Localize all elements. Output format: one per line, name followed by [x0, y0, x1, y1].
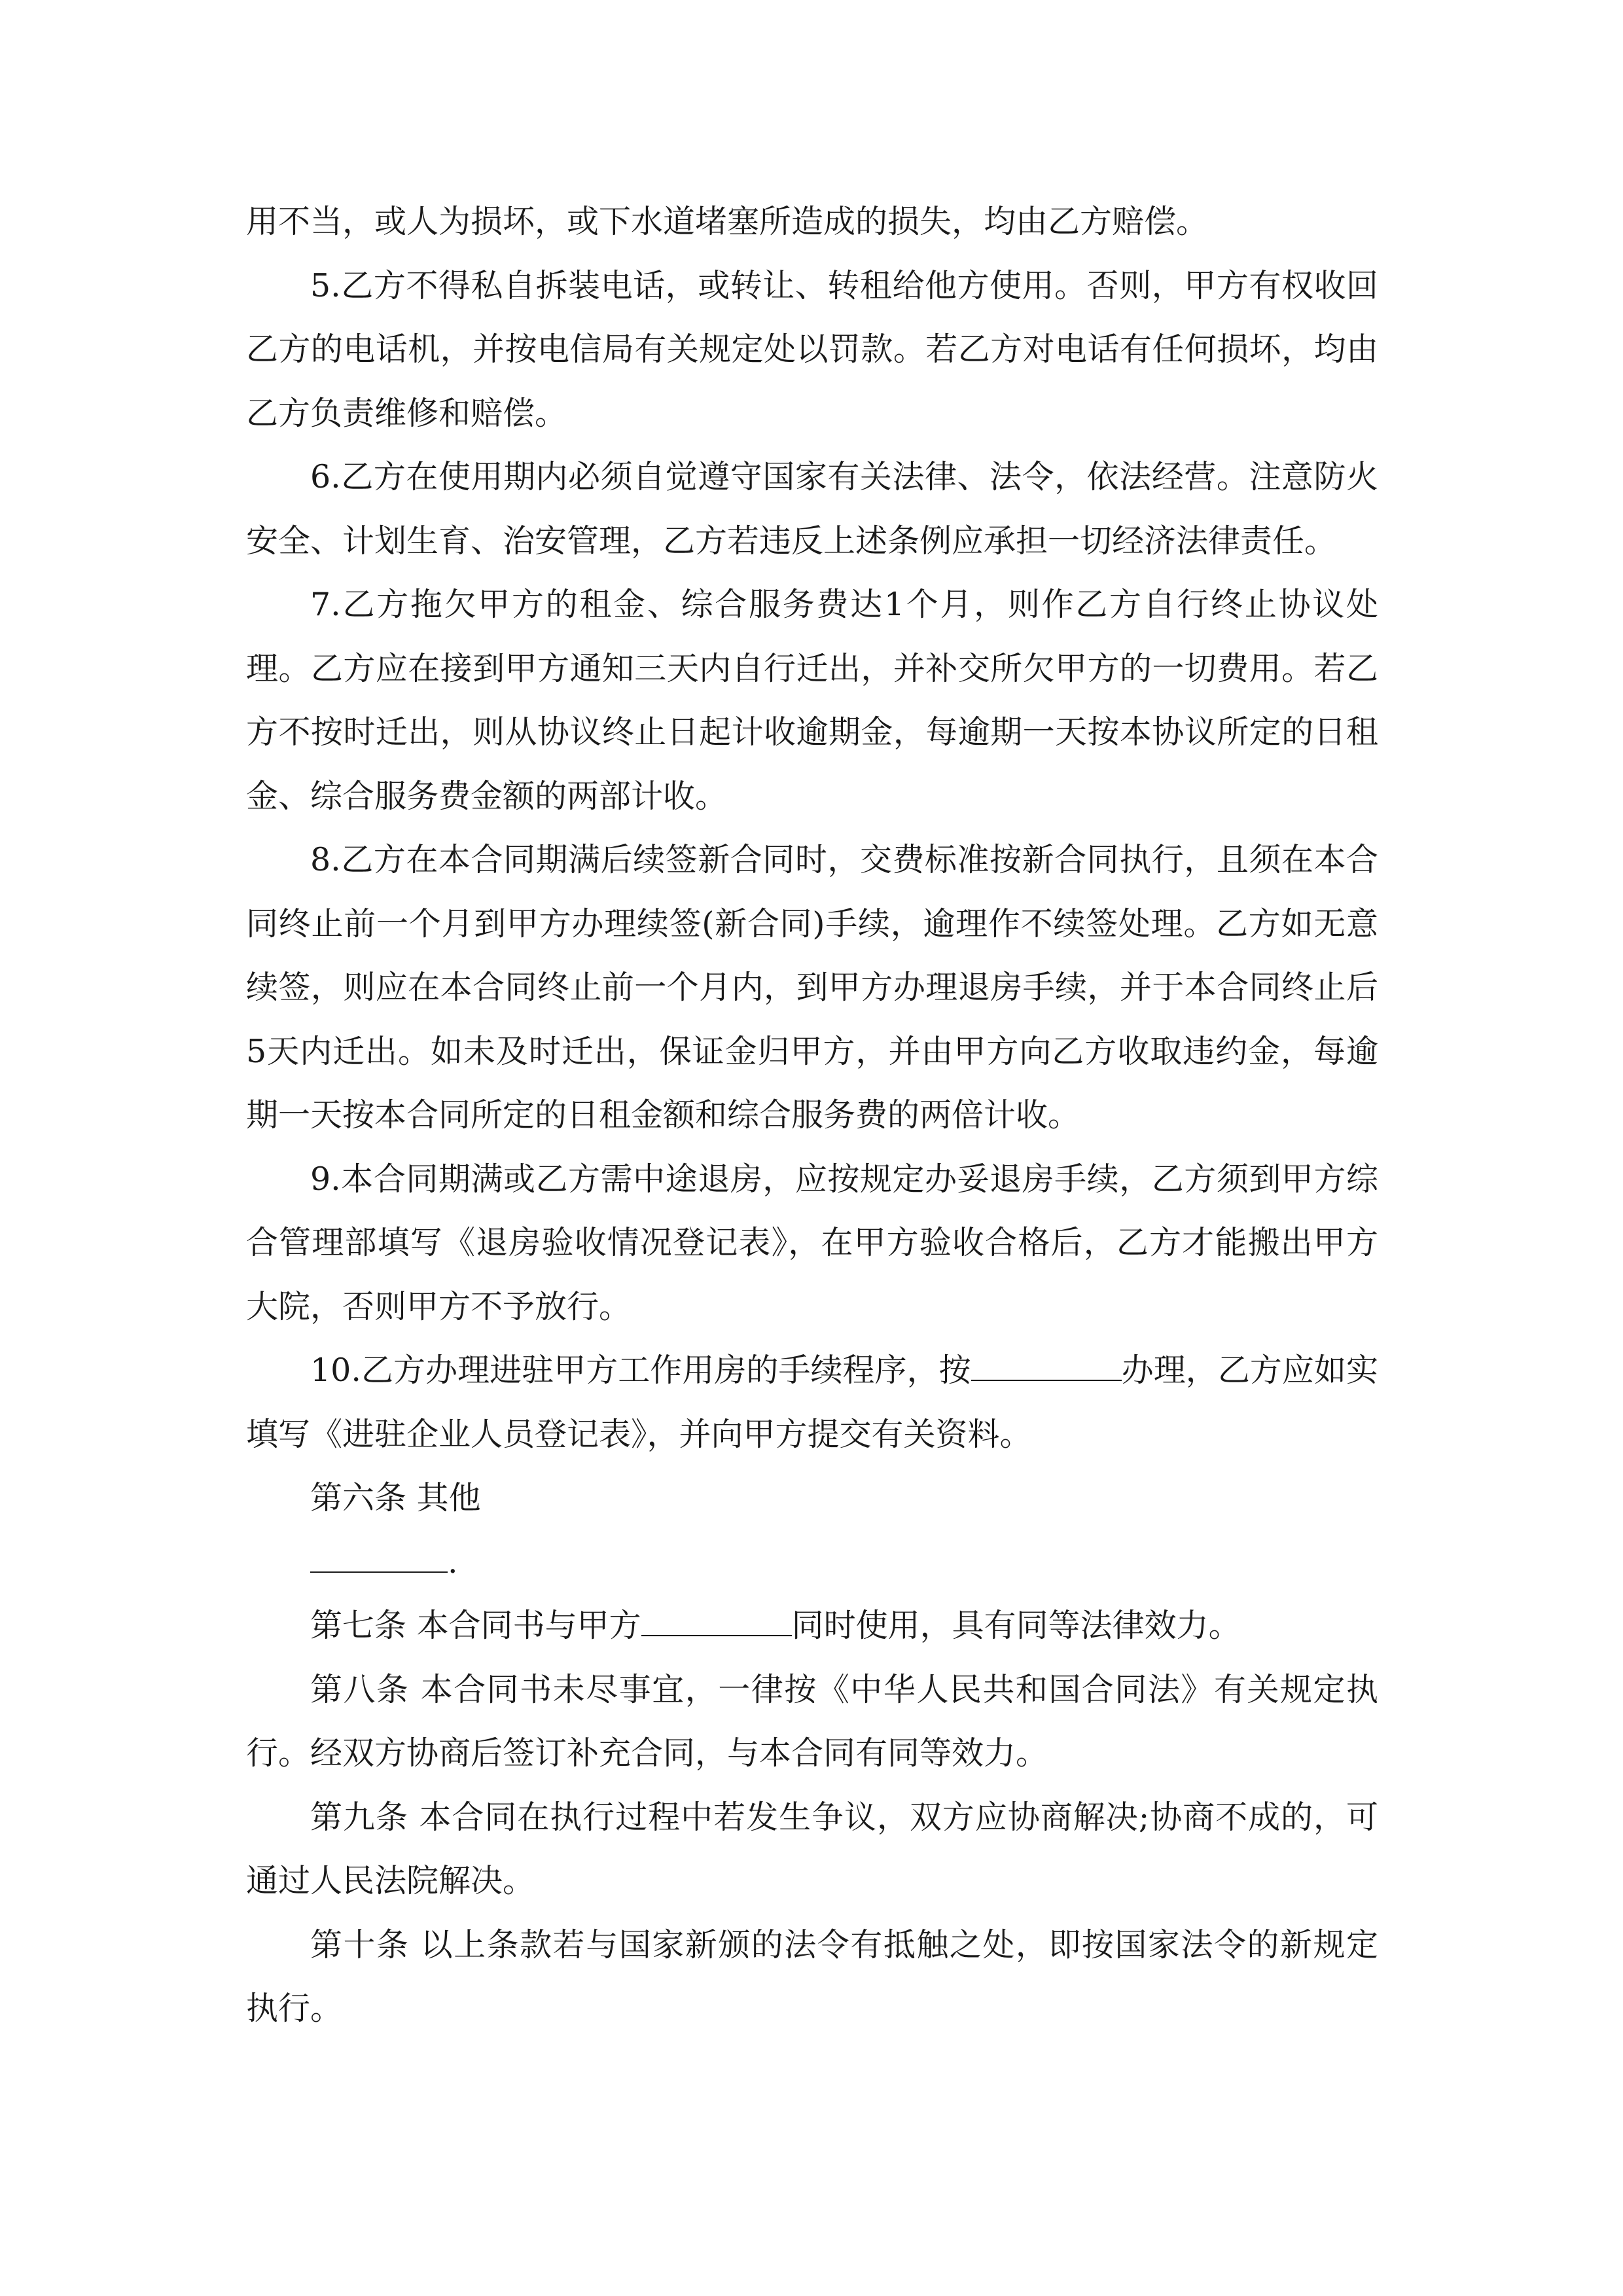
article-10: 第十条 以上条款若与国家新颁的法令有抵触之处，即按国家法令的新规定执行。 — [246, 1926, 1378, 2027]
clause-10-text-before: 10.乙方办理进驻甲方工作用房的手续程序，按 — [310, 1352, 971, 1389]
continued-paragraph: 用不当，或人为损坏，或下水道堵塞所造成的损失，均由乙方赔偿。 — [246, 203, 1209, 240]
article-6-period: . — [448, 1543, 458, 1581]
clause-6: 6.乙方在使用期内必须自觉遵守国家有关法律、法令，依法经营。注意防火安全、计划生育、治安管理，乙方若违反上述条例应承担一切经济法律责任。 — [246, 458, 1378, 560]
article-6-heading: 第六条 其他 — [310, 1479, 481, 1516]
fill-in-blank — [310, 1541, 448, 1573]
article-8: 第八条 本合同书未尽事宜，一律按《中华人民共和国合同法》有关规定执行。经双方协商后签订补充合同，与本合同有同等效力。 — [246, 1670, 1378, 1772]
clause-7: 7.乙方拖欠甲方的租金、综合服务费达1个月，则作乙方自行终止协议处理。乙方应在接到甲方通知三天内自行迁出，并补交所欠甲方的一切费用。若乙方不按时迁出，则从协议终止日起计收逾期金，每逾期一天按本协议所定的日租金、综合服务费金额的两部计收。 — [246, 586, 1378, 815]
fill-in-blank — [971, 1349, 1122, 1381]
clause-10-text-after: 办理，乙方应如实填写《进驻企业人员登记表》，并向甲方提交有关资料。 — [246, 1352, 1378, 1453]
article-7-text-before: 第七条 本合同书与甲方 — [310, 1607, 641, 1644]
fill-in-blank — [641, 1604, 792, 1636]
clause-9: 9.本合同期满或乙方需中途退房，应按规定办妥退房手续，乙方须到甲方综合管理部填写《退房验收情况登记表》，在甲方验收合格后，乙方才能搬出甲方大院，否则甲方不予放行。 — [246, 1160, 1378, 1325]
contract-body — [246, 190, 1378, 2041]
article-7-text-after: 同时使用，具有同等法律效力。 — [791, 1607, 1241, 1644]
clause-10 — [246, 1338, 1378, 1466]
article-7 — [246, 1594, 1378, 1658]
article-6-blank-line — [246, 1530, 1378, 1594]
clause-8: 8.乙方在本合同期满后续签新合同时，交费标准按新合同执行，且须在本合同终止前一个月到甲方办理续签(新合同)手续，逾理作不续签处理。乙方如无意续签，则应在本合同终止前一个月内，到甲方办理退房手续，并于本合同终止后5天内迁出。如未及时迁出，保证金归甲方，并由甲方向乙方收取违约金，每逾期一天按本合同所定的日租金额和综合服务费的两倍计收。 — [246, 841, 1378, 1134]
clause-5: 5.乙方不得私自拆装电话，或转让、转租给他方使用。否则，甲方有权收回乙方的电话机，并按电信局有关规定处以罚款。若乙方对电话有任何损坏，均由乙方负责维修和赔偿。 — [246, 266, 1378, 432]
article-9: 第九条 本合同在执行过程中若发生争议，双方应协商解决;协商不成的，可通过人民法院解决。 — [246, 1798, 1378, 1899]
